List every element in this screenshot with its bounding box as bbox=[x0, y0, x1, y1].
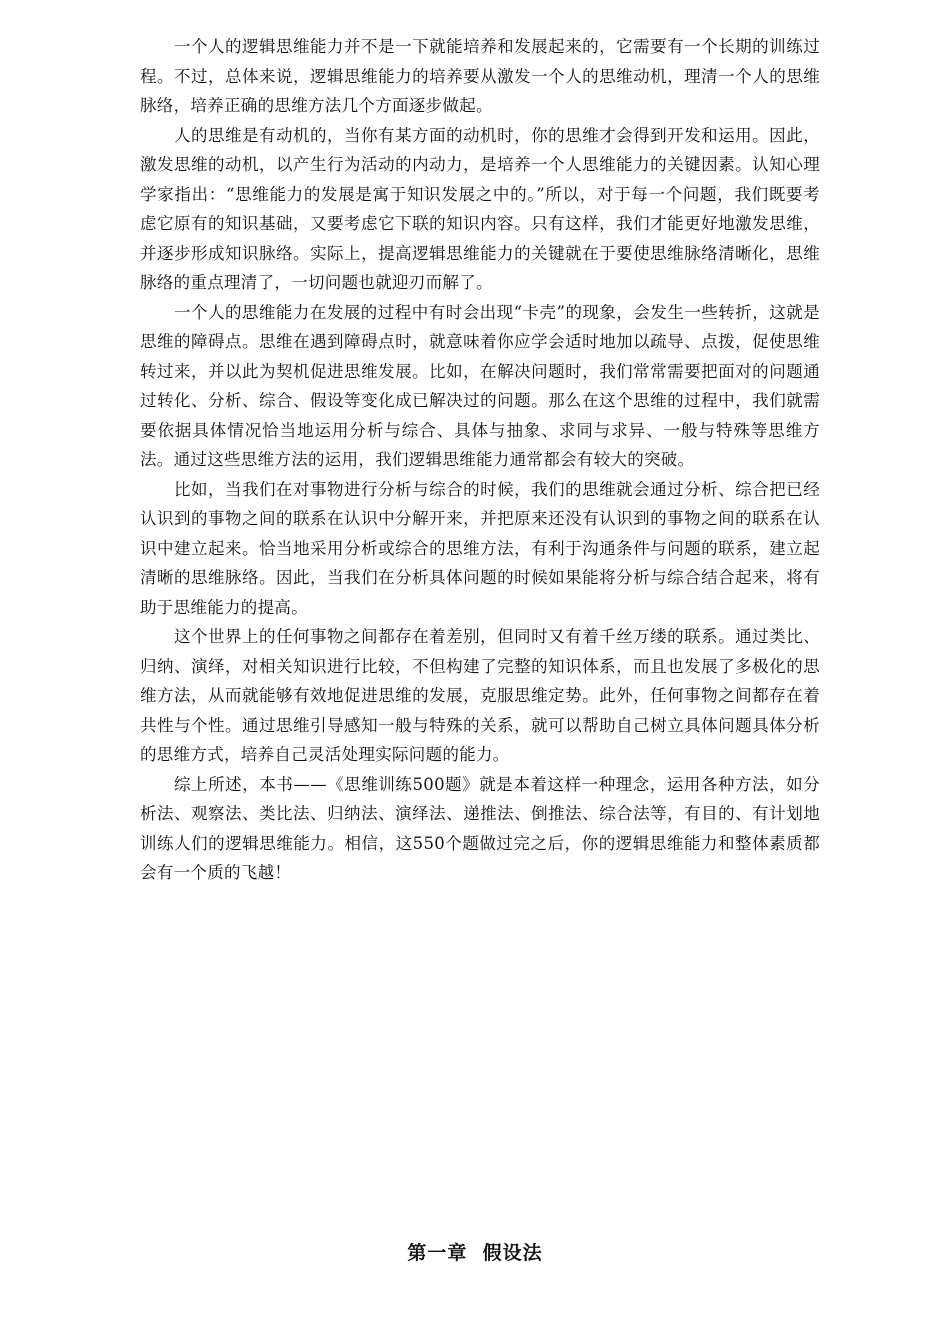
paragraph-4: 比如，当我们在对事物进行分析与综合的时候，我们的思维就会通过分析、综合把已经认识到的事物之间的联系在认识中分解开来，并把原来还没有认识到的事物之间的联系在认识中建立起来。恰当地采用分析或综合的思维方法，有利于沟通条件与问题的联系，建立起清晰的思维脉络。因此，当我们在分析具体问题的时候如果能将分析与综合结合起来，将有助于思维能力的提高。 bbox=[140, 479, 820, 617]
paragraph-3: 一个人的思维能力在发展的过程中有时会出现“卡壳”的现象，会发生一些转折，这就是思维的障碍点。思维在遇到障碍点时，就意味着你应学会适时地加以疏导、点拨，促使思维转过来，并以此为契机促进思维发展。比如，在解决问题时，我们常常需要把面对的问题通过转化、分析、综合、假设等变化成已解决过的问题。那么在这个思维的过程中，我们就需要依据具体情况恰当地运用分析与综合、具体与抽象、求同与求异、一般与特殊等思维方法。通过这些思维方法的运用，我们逻辑思维能力通常都会有较大的突破。 bbox=[140, 302, 820, 469]
paragraph-2: 人的思维是有动机的，当你有某方面的动机时，你的思维才会得到开发和运用。因此，激发思维的动机，以产生行为活动的内动力，是培养一个人思维能力的关键因素。认知心理学家指出：“思维能力的发展是寓于知识发展之中的。”所以，对于每一个问题，我们既要考虑它原有的知识基础，又要考虑它下联的知识内容。只有这样，我们才能更好地激发思维，并逐步形成知识脉络。实际上，提高逻辑思维能力的关键就在于要使思维脉络清晰化，思维脉络的重点理清了，一切问题也就迎刃而解了。 bbox=[140, 125, 820, 292]
body-text bbox=[140, 32, 820, 888]
paragraph-6: 综上所述，本书——《思维训练500题》就是本着这样一种理念，运用各种方法，如分析法、观察法、类比法、归纳法、演绎法、递推法、倒推法、综合法等，有目的、有计划地训练人们的逻辑思维能力。相信，这550个题做过完之后，你的逻辑思维能力和整体素质都会有一个质的飞越！ bbox=[140, 774, 820, 882]
paragraph-5: 这个世界上的任何事物之间都存在着差别，但同时又有着千丝万缕的联系。通过类比、归纳、演绎，对相关知识进行比较，不但构建了完整的知识体系，而且也发展了多极化的思维方法，从而就能够有效地促进思维的发展，克服思维定势。此外，任何事物之间都存在着共性与个性。通过思维引导感知一般与特殊的关系，就可以帮助自己树立具体问题具体分析的思维方式，培养自己灵活处理实际问题的能力。 bbox=[140, 627, 820, 764]
paragraph-1: 一个人的逻辑思维能力并不是一下就能培养和发展起来的，它需要有一个长期的训练过程。不过，总体来说，逻辑思维能力的培养要从激发一个人的思维动机，理清一个人的思维脉络，培养正确的思维方法几个方面逐步做起。 bbox=[140, 37, 820, 115]
chapter-title: 第一章 假设法 bbox=[407, 1242, 543, 1264]
